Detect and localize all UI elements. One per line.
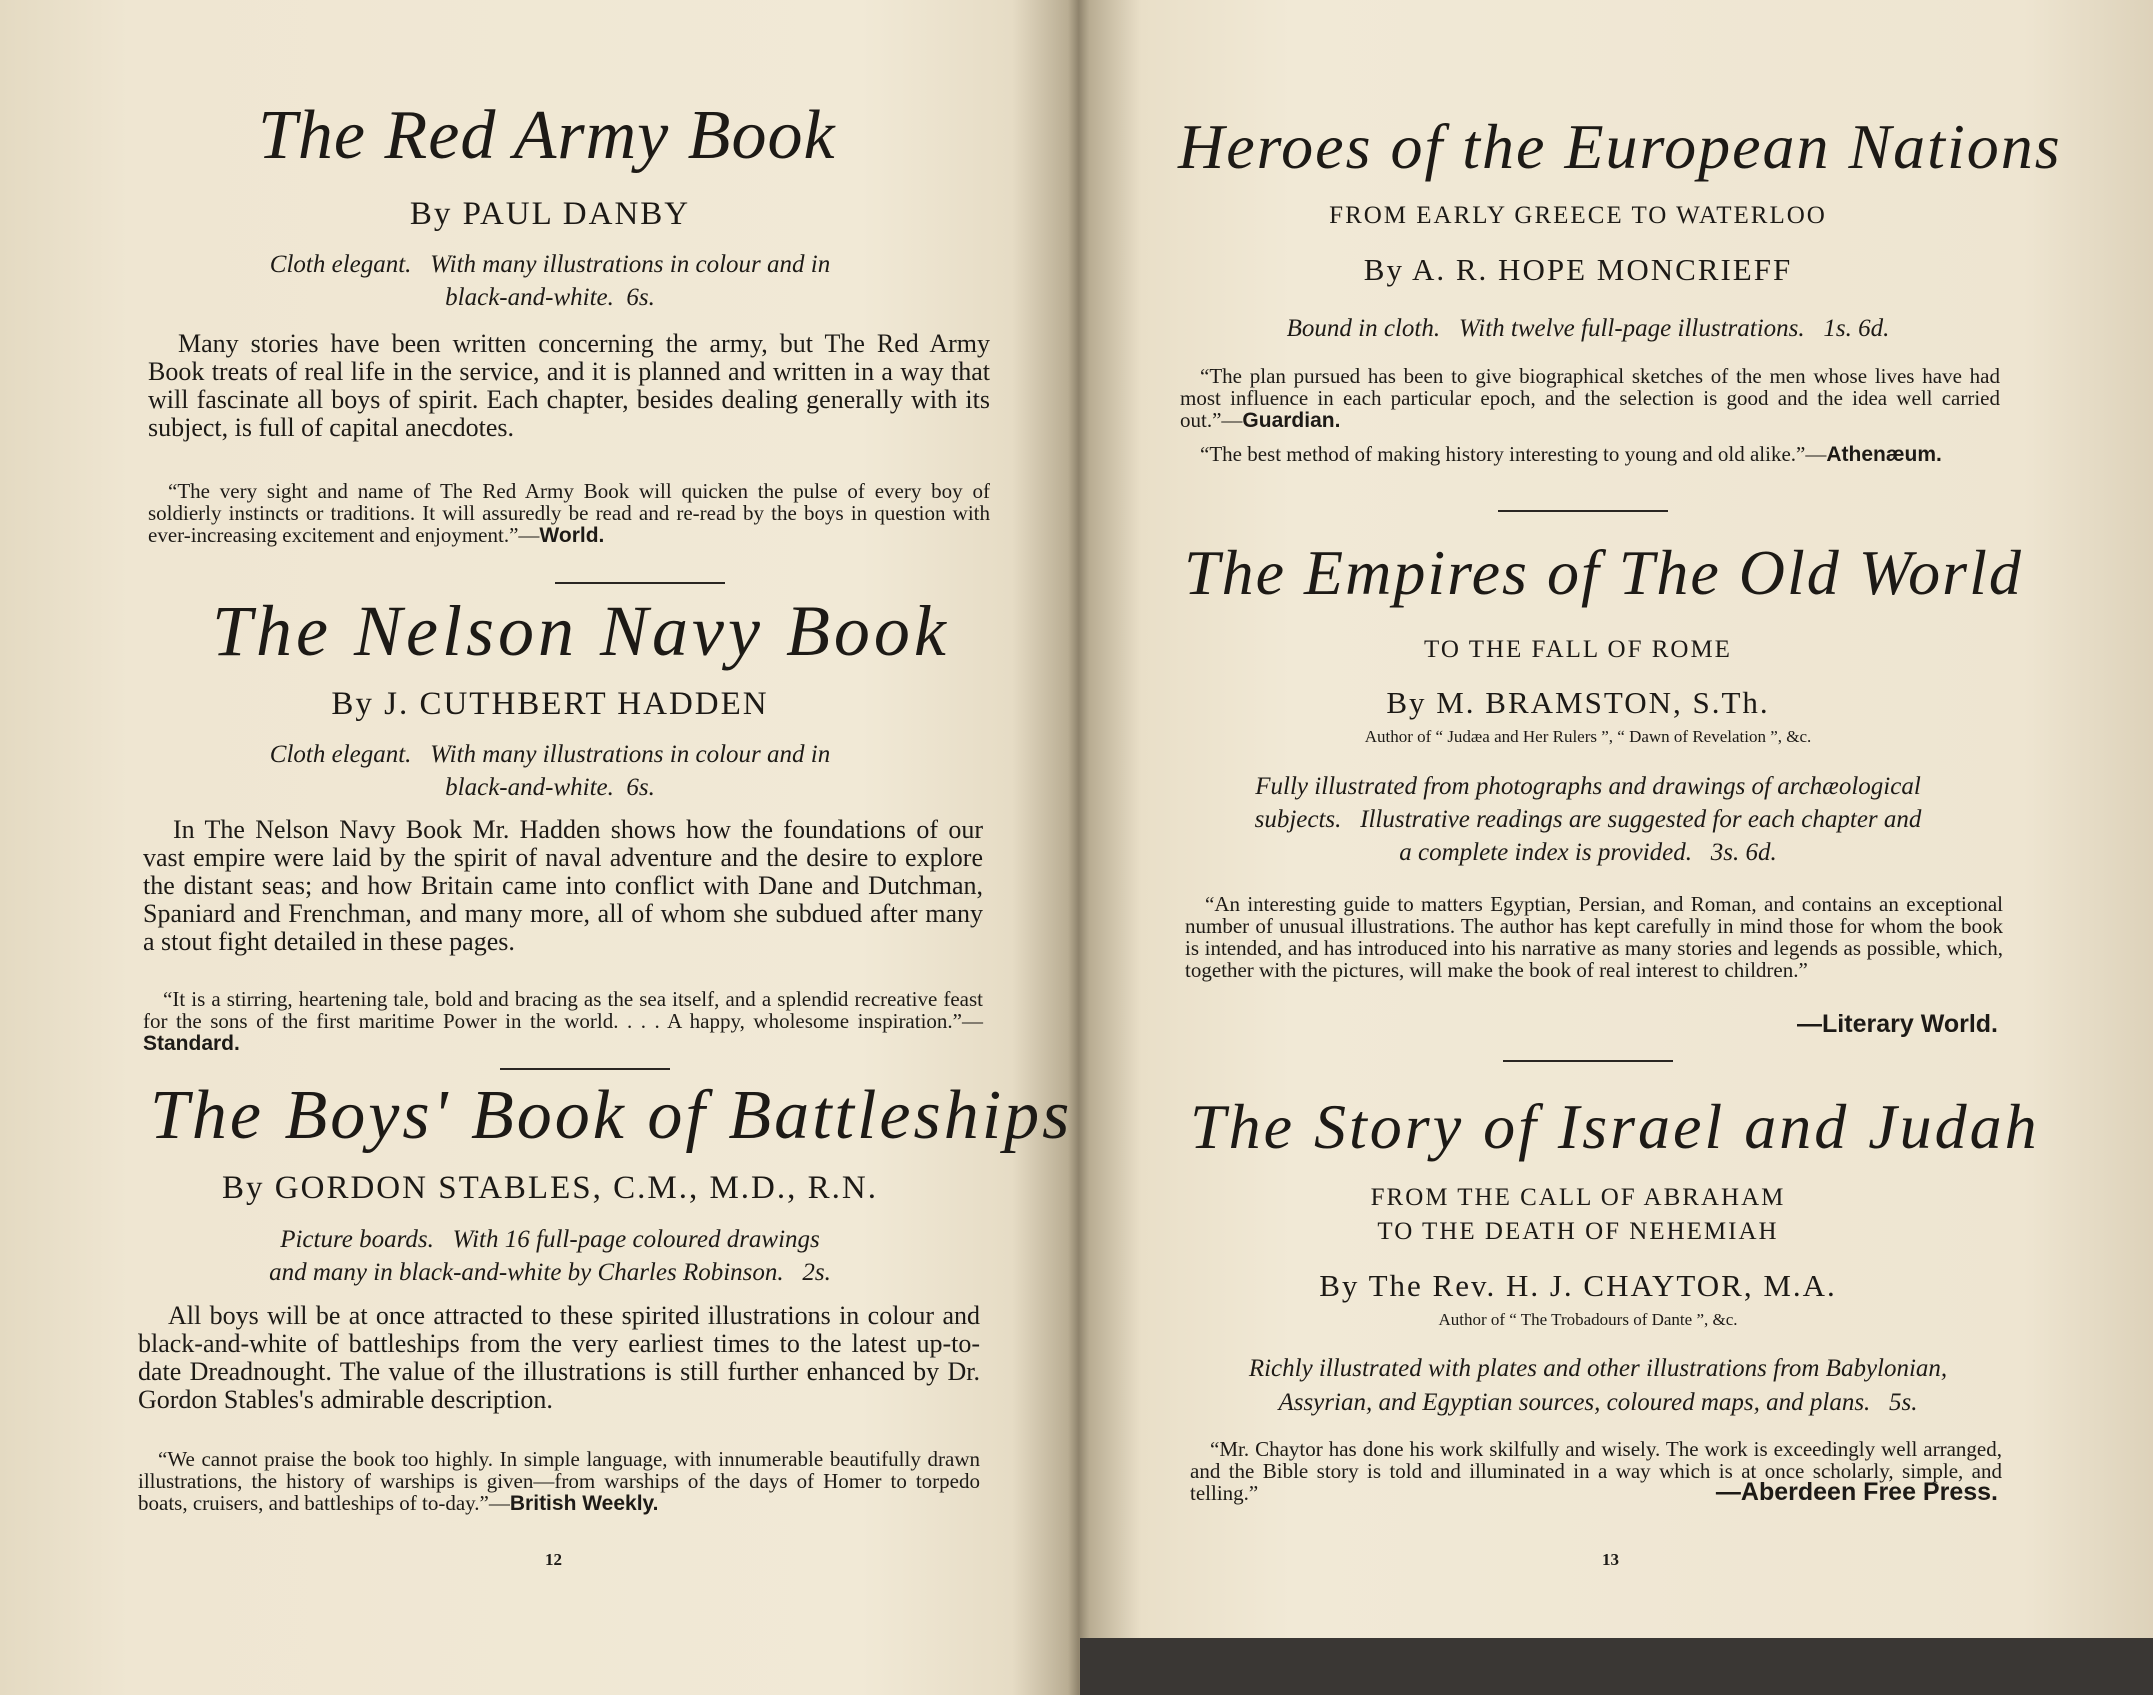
heroes-byline: By A. R. HOPE MONCRIEFF	[1363, 252, 1793, 287]
page-number: 12	[545, 1550, 562, 1569]
divider-rule	[555, 582, 725, 584]
battleships-format-1: Picture boards. With 16 full-page coloured drawings	[280, 1226, 820, 1253]
israel-format-1: Richly illustrated with plates and other illustrations from Babylonian,	[1248, 1355, 1948, 1382]
battleships-title: The Boys' Book of Battleships	[150, 1077, 1073, 1154]
right-page	[1078, 0, 2153, 1695]
israel-subtitle-2: TO THE DEATH OF NEHEMIAH	[1377, 1218, 1779, 1245]
nelson-navy-review	[143, 988, 983, 1055]
red-army-byline: By PAUL DANBY	[409, 196, 691, 232]
left-page	[0, 0, 1075, 1695]
heroes-review-1-source: Guardian.	[1242, 409, 1341, 432]
red-army-title: The Red Army Book	[258, 97, 836, 174]
heroes-subtitle: FROM EARLY GREECE TO WATERLOO	[1329, 202, 1827, 229]
battleships-byline: By GORDON STABLES, C.M., M.D., R.N.	[222, 1170, 878, 1206]
divider-rule	[500, 1068, 670, 1070]
israel-review-source: —Aberdeen Free Press.	[1715, 1478, 1998, 1506]
battleships-blurb: All boys will be at once attracted to these spirited illustrations in colour and black-and-white of battleships from the very earliest times to the latest up-to-date Dreadnought. The value of the illustrations is still further enhanced by Dr. Gordon Stables's admirable description.	[138, 1301, 980, 1414]
empires-subtitle: TO THE FALL OF ROME	[1424, 636, 1732, 663]
divider-rule	[1503, 1060, 1673, 1062]
israel-review-text: “Mr. Chaytor has done his work skilfully and wisely. The work is exceedingly well arranged, and the Bible story is told and illuminated in a way which is at once scholarly, simple, and telling.”	[1190, 1437, 2002, 1505]
empires-byline: By M. BRAMSTON, S.Th.	[1386, 685, 1770, 720]
israel-title: The Story of Israel and Judah	[1190, 1091, 2040, 1162]
battleships-format-2: and many in black-and-white by Charles Robinson. 2s.	[269, 1259, 831, 1286]
red-army-format-2: black-and-white. 6s.	[445, 284, 655, 311]
empires-review-source: —Literary World.	[1797, 1010, 1998, 1038]
battleships-review-source: British Weekly.	[509, 1492, 659, 1515]
nelson-navy-format-1: Cloth elegant. With many illustrations in colour and in	[269, 741, 831, 768]
nelson-navy-review-text: “It is a stirring, heartening tale, bold and bracing as the sea itself, and a splendid recreative feast for the sons of the first maritime Power in the world. . . . A happy, wholesome inspiration.”—	[143, 987, 983, 1033]
heroes-title: Heroes of the European Nations	[1178, 111, 2062, 182]
nelson-navy-format-2: black-and-white. 6s.	[445, 774, 655, 801]
empires-format-2: subjects. Illustrative readings are suggested for each chapter and	[1254, 806, 1922, 833]
red-army-review	[148, 480, 990, 547]
empires-format-1: Fully illustrated from photographs and drawings of archæological	[1255, 773, 1921, 800]
red-army-review-source: World.	[539, 524, 605, 547]
red-army-blurb: Many stories have been written concerning the army, but The Red Army Book treats of real life in the service, and it is planned and written in a way that will fascinate all boys of spirit. Each chapter, besides dealing generally with its subject, is full of capital anecdotes.	[148, 329, 990, 442]
israel-format-2: Assyrian, and Egyptian sources, coloured maps, and plans. 5s.	[1278, 1389, 1918, 1416]
heroes-review-2-text: “The best method of making history interesting to young and old alike.”—	[1200, 442, 1827, 466]
battleships-review	[138, 1448, 980, 1515]
israel-byline: By The Rev. H. J. CHAYTOR, M.A.	[1319, 1268, 1837, 1303]
red-army-review-text: “The very sight and name of The Red Army Book will quicken the pulse of every boy of soldierly instincts or traditions. It will assuredly be read and re-read by the boys in question with ever-increasing excitement and enjoyment.”—	[148, 479, 990, 547]
divider-rule	[1498, 510, 1668, 512]
empires-review	[1185, 893, 2003, 981]
heroes-review-2	[1180, 443, 2000, 466]
nelson-navy-review-source: Standard.	[143, 1032, 240, 1055]
heroes-review-2-source: Athenæum.	[1826, 443, 1942, 466]
empires-format-3: a complete index is provided. 3s. 6d.	[1399, 839, 1777, 866]
battleships-review-text: “We cannot praise the book too highly. In simple language, with innumerable beautifully drawn illustrations, the history of warships is given—from warships of the days of Homer to torpedo boats, cruisers, and battleships of to-day.”—	[138, 1447, 980, 1515]
empires-review-text: “An interesting guide to matters Egyptian, Persian, and Roman, and contains an exceptional number of unusual illustrations. The author has kept carefully in mind those for whom the book is intended, and has introduced into his narrative as many stories and legends as possible, which, together with the pictures, will make the book of real interest to children.”	[1185, 892, 2003, 982]
israel-subtitle-1: FROM THE CALL OF ABRAHAM	[1370, 1184, 1786, 1211]
page-number: 13	[1602, 1550, 1619, 1569]
red-army-format-1: Cloth elegant. With many illustrations in colour and in	[269, 251, 831, 278]
nelson-navy-blurb: In The Nelson Navy Book Mr. Hadden shows how the foundations of our vast empire were laid by the spirit of naval adventure and the desire to explore the distant seas; and how Britain came into conflict with Dane and Dutchman, Spaniard and Frenchman, and many more, all of whom she subdued after many a stout fight detailed in these pages.	[143, 815, 983, 956]
heroes-review-1	[1180, 365, 2000, 432]
heroes-review-1-text: “The plan pursued has been to give biographical sketches of the men whose lives have had most influence in each particular epoch, and the selection is good and the idea well carried out.”—	[1180, 364, 2000, 432]
nelson-navy-byline: By J. CUTHBERT HADDEN	[331, 686, 769, 722]
empires-author-note: Author of “ Judæa and Her Rulers ”, “ Dawn of Revelation ”, &c.	[1364, 727, 1812, 746]
empires-title: The Empires of The Old World	[1184, 537, 2023, 608]
heroes-format: Bound in cloth. With twelve full-page illustrations. 1s. 6d.	[1286, 315, 1890, 342]
israel-author-note: Author of “ The Trobadours of Dante ”, &c.	[1438, 1310, 1738, 1329]
nelson-navy-title: The Nelson Navy Book	[212, 591, 950, 671]
